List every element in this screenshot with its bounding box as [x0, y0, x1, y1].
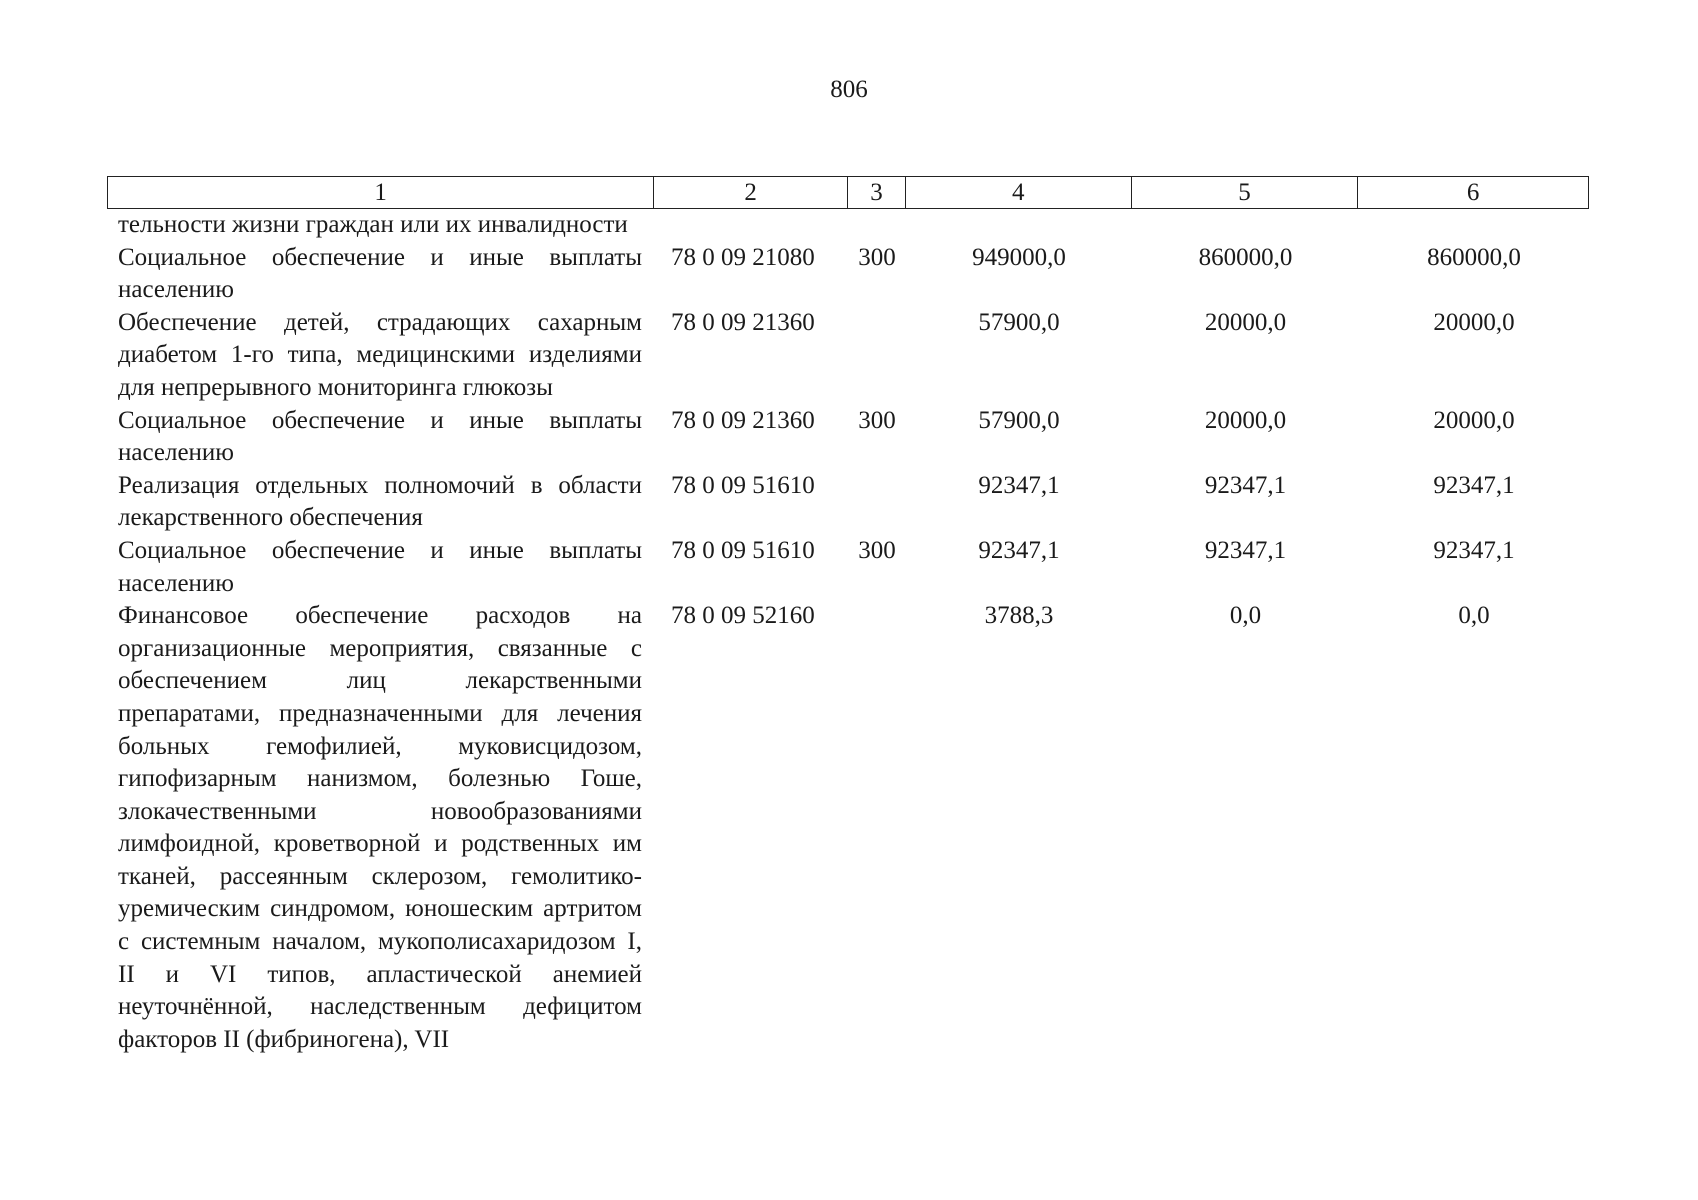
row-name: тельности жизни граждан или их инвалидности — [118, 211, 628, 238]
page-number — [0, 76, 1698, 104]
row-name: Обеспечение детей, страдающих сахарным диабетом 1-го типа, медицинскими изделиями для непрерывного мониторинга глюкозы — [118, 308, 642, 401]
table-row — [107, 307, 1589, 405]
row-value-4: 57900,0 — [978, 406, 1060, 434]
row-code: 78 0 09 52160 — [671, 602, 815, 630]
row-kvr: 300 — [858, 406, 896, 434]
row-kvr: 300 — [858, 243, 896, 271]
row-value-6: 92347,1 — [1433, 471, 1515, 499]
table-header-row — [107, 176, 1589, 209]
row-code: 78 0 09 21360 — [671, 308, 815, 336]
row-value-6: 20000,0 — [1433, 308, 1515, 336]
column-header-1: 1 — [108, 177, 654, 208]
table-row — [107, 535, 1589, 600]
row-name: Социальное обеспечение и иные выплаты населению — [118, 536, 642, 597]
row-value-6: 860000,0 — [1427, 243, 1521, 271]
row-value-6: 0,0 — [1458, 602, 1490, 630]
table-row — [107, 600, 1589, 1056]
column-header-3: 3 — [848, 177, 906, 208]
page-number-text: 806 — [830, 76, 868, 103]
column-header-5: 5 — [1132, 177, 1359, 208]
row-value-5: 20000,0 — [1204, 308, 1287, 336]
row-value-5: 20000,0 — [1204, 406, 1287, 434]
table-row — [107, 209, 1589, 242]
row-value-5: 0,0 — [1229, 602, 1262, 630]
row-name: Финансовое обеспечение расходов на организационные мероприятия, связанные с обеспечением лиц лекарственными препаратами, предназначенными для лечения больных гемофилией, муковисцидозом, гипофизарным нанизмом, болезнью Гоше, злокачественными новообразованиями лимфоидной, кроветворной и родственных им тканей, рассеянным склерозом, гемолитико-уремическим синдромом, юношеским артритом с системным началом, мукополисахаридозом I, II и VI типов, апластической анемией неуточнённой, наследственным дефицитом факторов II (фибриногена), VII — [118, 602, 642, 1053]
row-value-4: 92347,1 — [978, 471, 1060, 499]
column-header-2: 2 — [654, 177, 848, 208]
row-value-5: 860000,0 — [1198, 243, 1293, 271]
row-name: Социальное обеспечение и иные выплаты населению — [118, 406, 642, 467]
row-kvr: 300 — [858, 536, 896, 564]
row-value-4: 949000,0 — [972, 243, 1066, 271]
row-value-6: 20000,0 — [1433, 406, 1515, 434]
table-row — [107, 405, 1589, 470]
column-header-4: 4 — [906, 177, 1132, 208]
table-row — [107, 470, 1589, 535]
budget-table — [107, 176, 1589, 1056]
row-code: 78 0 09 51610 — [671, 536, 815, 564]
row-value-4: 3788,3 — [984, 602, 1054, 630]
row-code: 78 0 09 21360 — [671, 406, 815, 434]
table-body — [107, 209, 1589, 1056]
row-name: Реализация отдельных полномочий в области лекарственного обеспечения — [118, 471, 642, 532]
row-value-6: 92347,1 — [1433, 536, 1515, 564]
row-name: Социальное обеспечение и иные выплаты населению — [118, 243, 642, 304]
column-header-6: 6 — [1466, 179, 1480, 206]
table-row — [107, 242, 1589, 307]
row-value-4: 92347,1 — [978, 536, 1060, 564]
row-value-4: 57900,0 — [978, 308, 1060, 336]
row-code: 78 0 09 21080 — [671, 243, 815, 271]
row-value-5: 92347,1 — [1204, 471, 1287, 499]
row-value-5: 92347,1 — [1204, 536, 1287, 564]
row-code: 78 0 09 51610 — [671, 471, 815, 499]
